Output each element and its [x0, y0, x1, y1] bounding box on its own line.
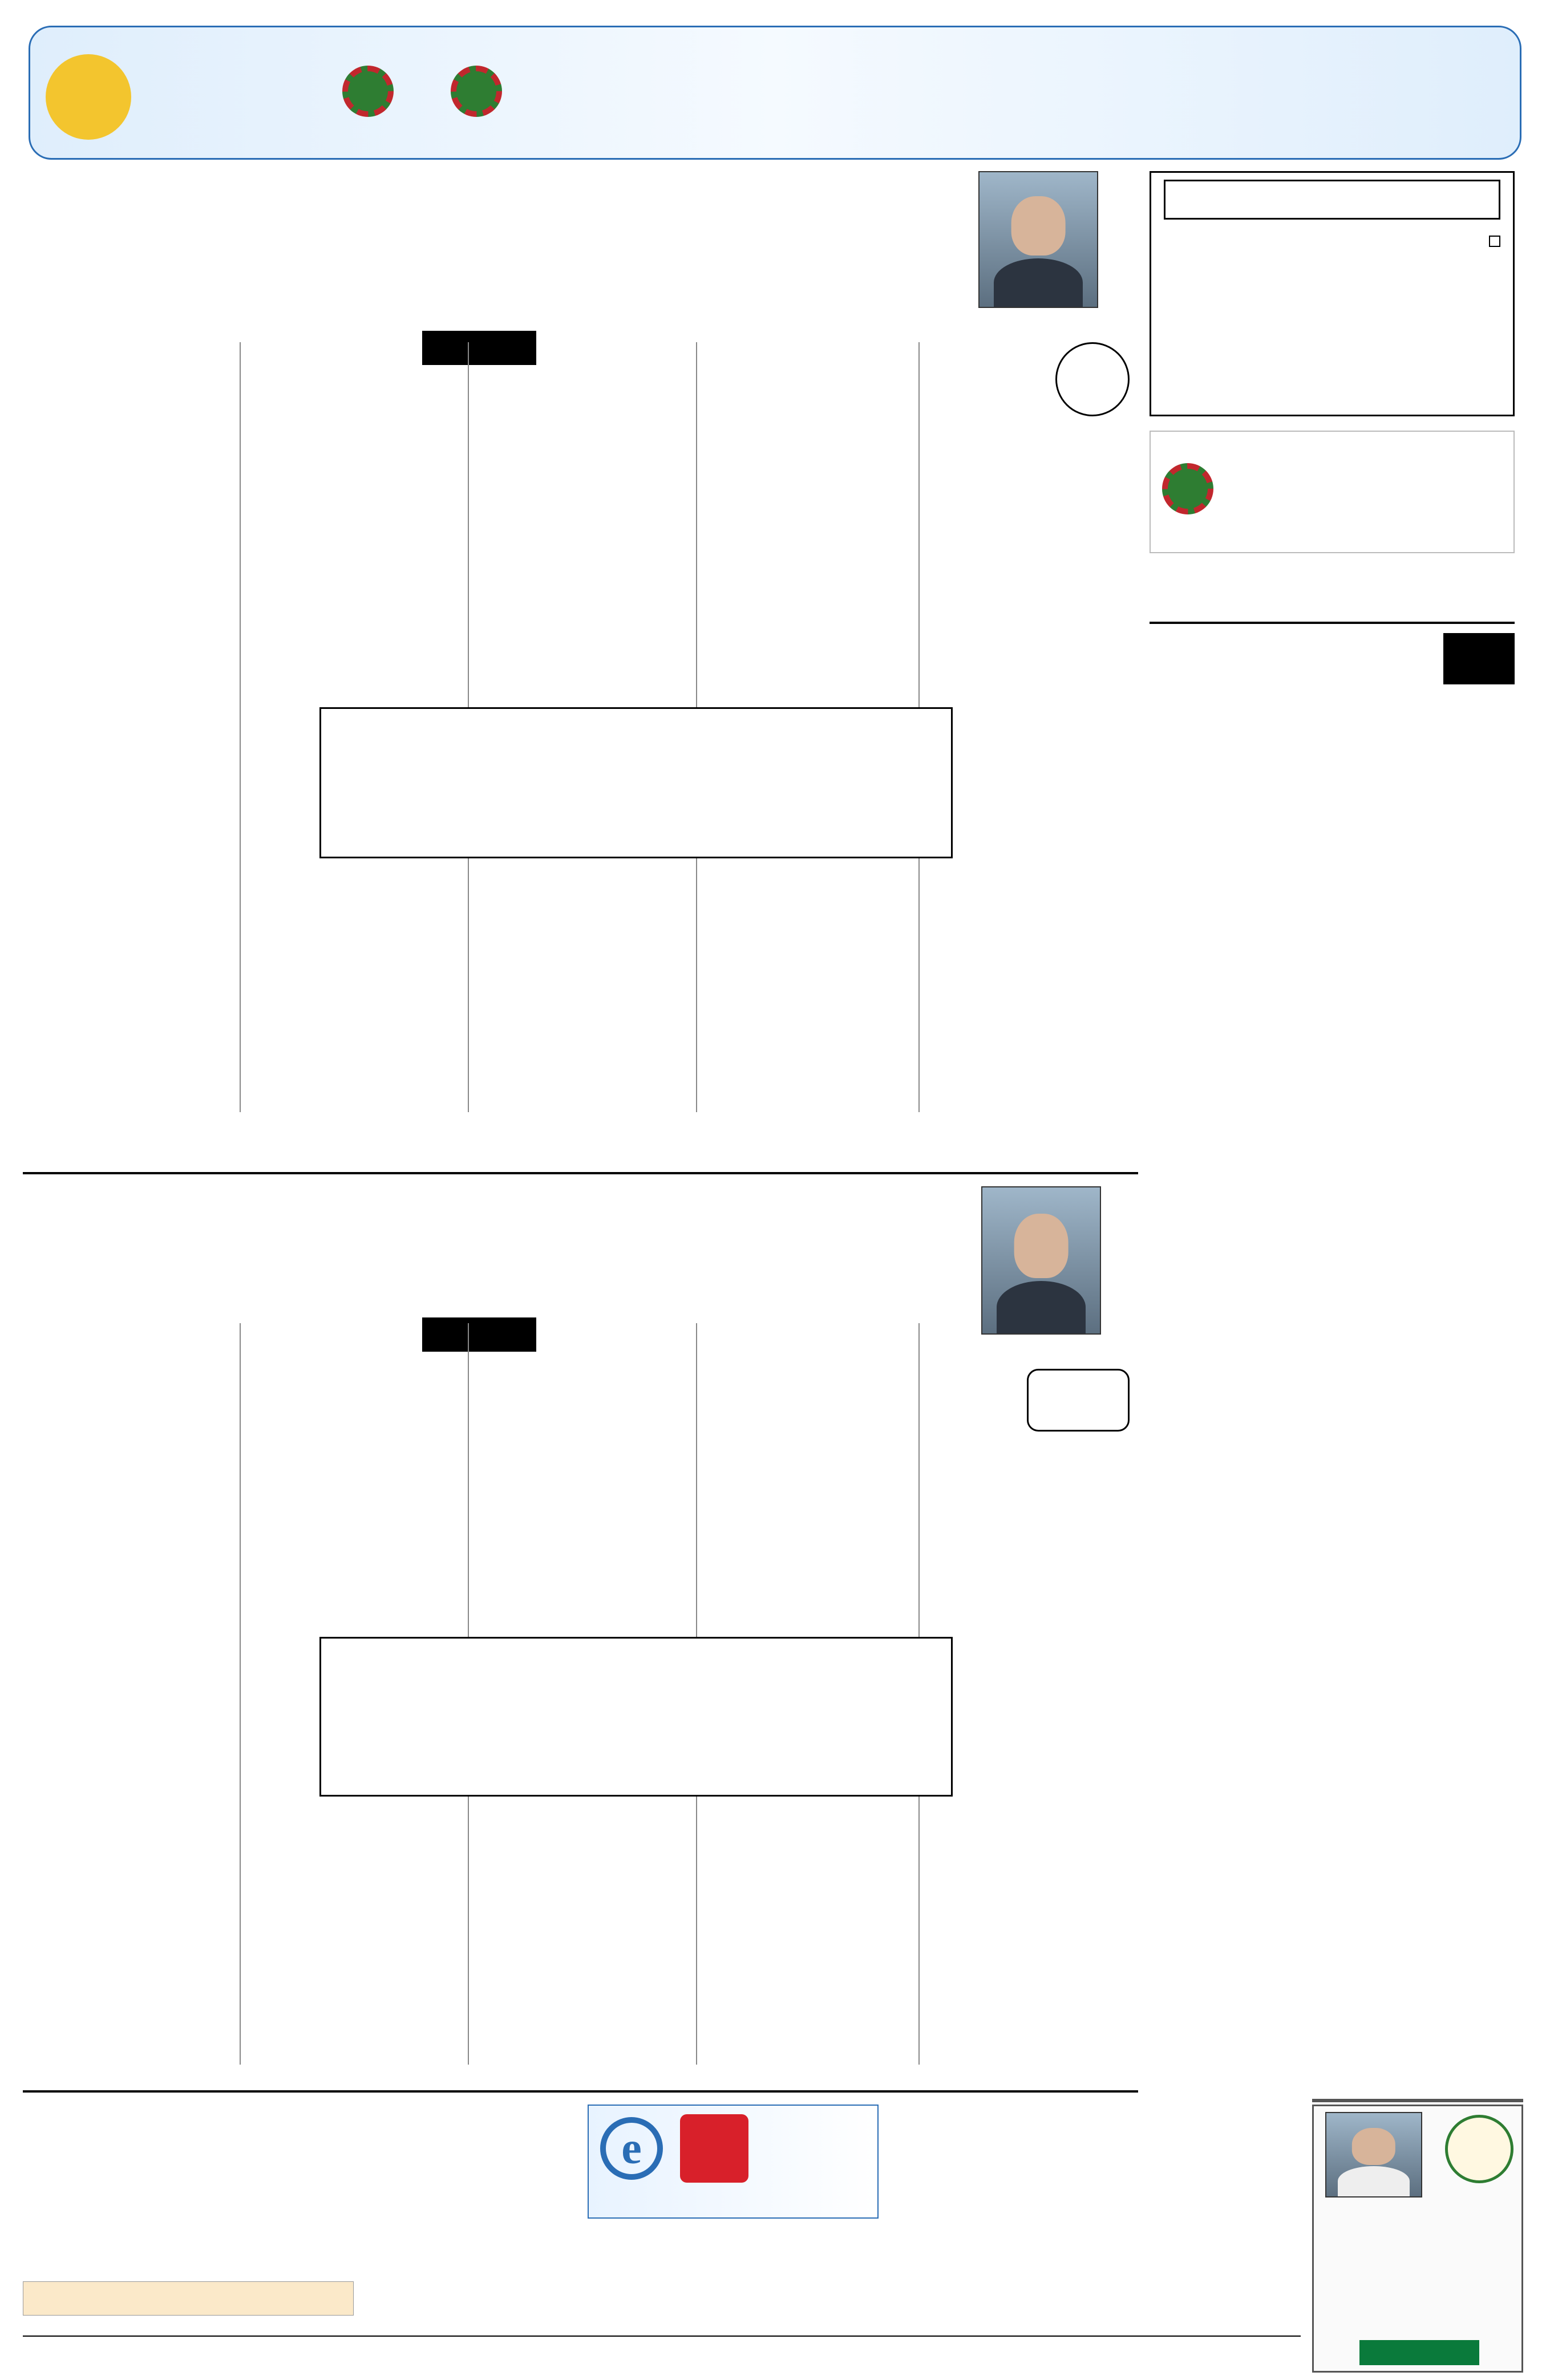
newspaper-logo	[148, 40, 319, 137]
article2-column-1	[924, 1437, 1135, 2059]
divider	[1150, 622, 1515, 624]
letters-column-2	[365, 2110, 576, 2327]
section-divider	[23, 1172, 1138, 1174]
aina-label	[1445, 2115, 1513, 2183]
sun-emblem-icon	[1162, 463, 1213, 514]
article1-column-5	[23, 342, 234, 1106]
article1-drop-word	[1055, 342, 1130, 416]
postbox-icon	[680, 2114, 748, 2183]
page-number	[46, 54, 131, 140]
article1-column-1	[924, 422, 1135, 1106]
author-photo-khalid	[981, 1186, 1101, 1335]
letters-column-3	[23, 2110, 354, 2259]
sun-emblem-left-icon	[342, 66, 394, 117]
unused-spacer	[1312, 2099, 1523, 2102]
article2-column-5	[23, 1323, 234, 2059]
side-editorial-body	[1150, 630, 1515, 1882]
letters-column-1	[599, 2224, 879, 2327]
column-rule	[240, 1323, 241, 2065]
side-logo-panel	[1150, 431, 1515, 553]
letters-notice	[23, 2281, 354, 2316]
tahqeeq-column-2	[890, 2110, 1061, 2333]
column-rule	[240, 342, 241, 1112]
quotes-title	[1164, 180, 1500, 220]
article2-drop-word	[1027, 1369, 1130, 1432]
author-photo-obaidullah	[978, 171, 1098, 308]
footer-divider	[23, 2336, 1301, 2337]
tahqeeq-column-1	[1073, 2144, 1301, 2333]
internet-e-icon: e	[600, 2117, 663, 2180]
aina-box	[1312, 2105, 1523, 2373]
section-divider	[23, 2090, 1138, 2093]
sun-emblem-right-icon	[451, 66, 502, 117]
article2-pull-quote	[319, 1637, 953, 1797]
letters-banner	[588, 2105, 879, 2219]
article1-pull-quote	[319, 707, 953, 858]
poet-name	[1359, 2340, 1479, 2365]
poet-photo	[1325, 2112, 1422, 2197]
